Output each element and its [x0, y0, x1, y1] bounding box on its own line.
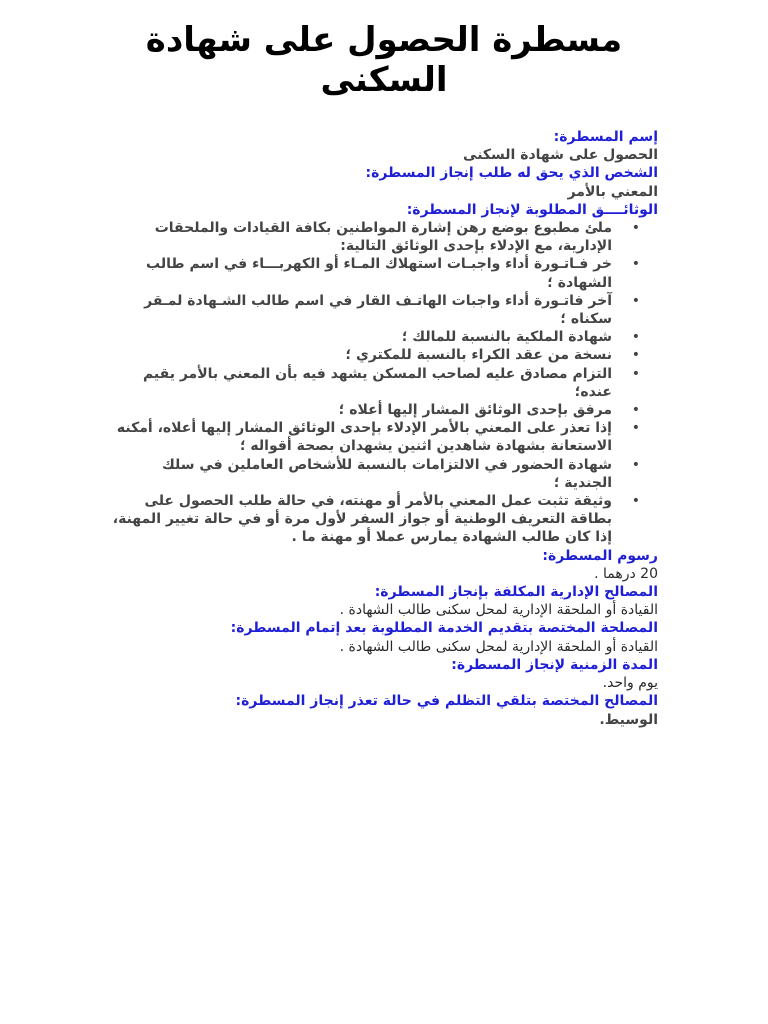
list-item: • آخر فاتـورة أداء واجبات الهاتـف القار في اسم طالب الشـهادة لمـقر سكناه ؛ [110, 292, 612, 328]
section-value-fees: 20 درهما . [594, 565, 658, 582]
section-value-procedure-name: الحصول على شهادة السكنى [463, 147, 658, 164]
required-documents-list [110, 219, 658, 547]
section-label-eligible-person: الشخص الذي يحق له طلب إنجاز المسطرة: [365, 165, 658, 182]
section-value-duration: يوم واحد. [602, 675, 658, 692]
section-value-responsible-services: القيادة أو الملحقة الإدارية لمحل سكنى طالب الشهادة . [339, 602, 658, 619]
procedure-content [110, 128, 658, 729]
list-item: • إذا تعذر على المعني بالأمر الإدلاء بإحدى الوثائق المشار إليها أعلاه، أمكنه الاستعانة بشهادة شاهدين اثنين يشهدان بصحة أقواله ؛ [110, 419, 612, 455]
list-item: • مرفق بإحدى الوثائق المشار إليها أعلاه ؛ [110, 401, 612, 419]
section-label-responsible-services: المصالح الإدارية المكلفة بإنجاز المسطرة: [374, 584, 658, 601]
list-item: • خر فـاتـورة أداء واجبـات استهلاك المـاء أو الكهربـــاء في اسم طالب الشهادة ؛ [110, 255, 612, 291]
page-title: مسطرة الحصول على شهادة السكنى [145, 20, 623, 100]
section-label-delivering-service: المصلحة المختصة بتقديم الخدمة المطلوبة بعد إتمام المسطرة: [230, 620, 658, 637]
list-item: • نسخة من عقد الكراء بالنسبة للمكتري ؛ [110, 346, 612, 364]
section-label-procedure-name: إسم المسطرة: [553, 129, 658, 145]
list-item: • وثيقة تثبت عمل المعني بالأمر أو مهنته، في حالة طلب الحصول على بطاقة التعريف الوطنية أو جواز السفر لأول مرة أو في حالة تغيير المهنة، إذا كان طالب الشهادة يمارس عملا أو مهنة ما . [110, 492, 612, 547]
list-item: • ملئ مطبوع بوضع رهن إشارة المواطنين بكافة القيادات والملحقات الإدارية، مع الإدلاء بإحدى الوثائق التالية: [110, 219, 612, 255]
section-value-complaints-service: الوسيط. [599, 711, 658, 728]
section-label-duration: المدة الزمنية لإنجاز المسطرة: [451, 656, 658, 673]
list-item: • شهادة الحضور في الالتزامات بالنسبة للأشخاص العاملين في سلك الجندية ؛ [110, 456, 612, 492]
section-value-delivering-service: القيادة أو الملحقة الإدارية لمحل سكنى طالب الشهادة . [339, 638, 658, 655]
section-label-complaints-service: المصالح المختصة بتلقي التظلم في حالة تعذر إنجاز المسطرة: [235, 693, 658, 710]
section-value-eligible-person: المعني بالأمر [567, 183, 658, 200]
list-item: • شهادة الملكية بالنسبة للمالك ؛ [110, 328, 612, 346]
list-item: • التزام مصادق عليه لصاحب المسكن يشهد فيه بأن المعني بالأمر يقيم عنده؛ [110, 365, 612, 401]
section-label-required-documents: الوثائــــق المطلوبة لإنجاز المسطرة: [406, 201, 658, 218]
section-label-fees: رسوم المسطرة: [542, 547, 658, 564]
